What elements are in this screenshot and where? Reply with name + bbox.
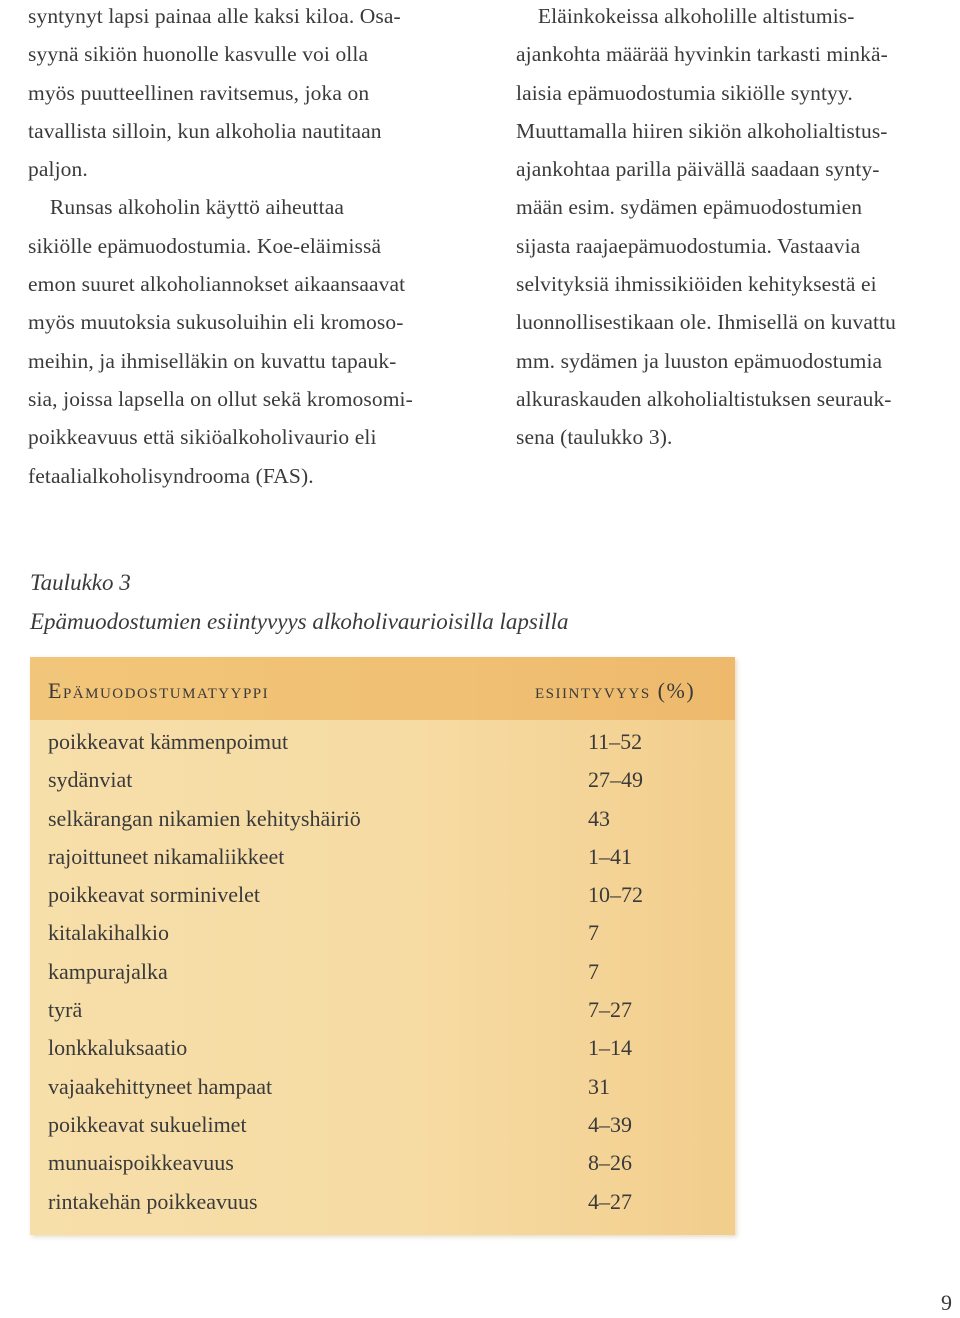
body-line: Eläinkokeissa alkoholille altistumis- — [516, 4, 855, 28]
cell-frequency: 7 — [588, 920, 599, 946]
cell-malformation-type: tyrä — [48, 997, 83, 1023]
cell-malformation-type: munuaispoikkeavuus — [48, 1150, 234, 1176]
body-line: myös puutteellinen ravitsemus, joka on — [28, 80, 370, 105]
body-line: paljon. — [28, 157, 88, 182]
cell-frequency: 1–41 — [588, 843, 632, 869]
body-line: meihin, ja ihmiselläkin on kuvattu tapauk- — [28, 348, 397, 373]
cell-frequency: 27–49 — [588, 767, 643, 793]
body-line: ajankohta määrää hyvinkin tarkasti minkä- — [516, 42, 888, 67]
body-line: syntynyt lapsi painaa alle kaksi kiloa. Osa- — [28, 4, 401, 28]
body-line: emon suuret alkoholiannokset aikaansaavat — [28, 272, 406, 297]
table-row — [30, 1029, 735, 1067]
cell-frequency: 4–39 — [588, 1111, 632, 1137]
body-line: poikkeavuus että sikiöalkoholivaurio eli — [28, 425, 377, 450]
cell-malformation-type: selkärangan nikamien kehityshäiriö — [48, 805, 361, 831]
cell-malformation-type: vajaakehittyneet hampaat — [48, 1073, 273, 1099]
cell-frequency: 7 — [588, 958, 599, 984]
table-row — [30, 991, 735, 1029]
cell-frequency: 11–52 — [588, 729, 643, 754]
cell-frequency: 43 — [588, 805, 610, 831]
body-line: mm. sydämen ja luuston epämuodostumia — [516, 348, 883, 373]
table-title: Taulukko 3 — [30, 570, 131, 595]
body-line: myös muutoksia sukusoluihin eli kromoso- — [28, 310, 404, 335]
body-line: mään esim. sydämen epämuodostumien — [516, 195, 863, 220]
cell-malformation-type: poikkeavat kämmenpoimut — [48, 729, 289, 754]
body-line: Runsas alkoholin käyttö aiheuttaa — [28, 195, 344, 220]
table-header — [30, 657, 735, 720]
table-subtitle: Epämuodostumien esiintyvyys alkoholivaurioisilla lapsilla — [30, 609, 569, 634]
body-line: fetaalialkoholisyndrooma (FAS). — [28, 463, 314, 488]
cell-frequency: 10–72 — [588, 882, 643, 908]
cell-malformation-type: poikkeavat sorminivelet — [48, 882, 260, 908]
page-number: 9 — [941, 1290, 952, 1315]
cell-malformation-type: rajoittuneet nikamaliikkeet — [48, 843, 285, 869]
cell-frequency: 1–14 — [588, 1035, 632, 1061]
body-line: sikiölle epämuodostumia. Koe-eläimissä — [28, 233, 382, 258]
left-text-column — [28, 0, 478, 495]
cell-malformation-type: lonkkaluksaatio — [48, 1035, 188, 1061]
body-line: sijasta raajaepämuodostumia. Vastaavia — [516, 233, 861, 258]
header-frequency: esiintyvyys (%) — [535, 678, 696, 703]
body-line: tavallista silloin, kun alkoholia nautitaan — [28, 118, 382, 143]
table-row — [30, 723, 735, 761]
cell-malformation-type: rintakehän poikkeavuus — [48, 1188, 258, 1214]
right-text-column — [516, 0, 960, 457]
table-row — [30, 1106, 735, 1144]
table-row — [30, 800, 735, 838]
malformation-table — [30, 657, 735, 1235]
body-line: Muuttamalla hiiren sikiön alkoholialtistus- — [516, 118, 888, 143]
body-line: sena (taulukko 3). — [516, 425, 673, 450]
table-row — [30, 1183, 735, 1221]
table-row — [30, 1144, 735, 1182]
table-row — [30, 761, 735, 799]
body-line: sia, joissa lapsella on ollut sekä kromosomi- — [28, 386, 413, 411]
table-row — [30, 1068, 735, 1106]
cell-frequency: 4–27 — [588, 1188, 632, 1214]
body-line: laisia epämuodostumia sikiölle syntyy. — [516, 80, 853, 105]
header-malformation-type: Epämuodostumatyyppi — [48, 678, 270, 703]
body-line: alkuraskauden alkoholialtistuksen seurauk- — [516, 386, 892, 411]
cell-malformation-type: kampurajalka — [48, 958, 168, 984]
cell-frequency: 31 — [588, 1073, 610, 1099]
cell-malformation-type: kitalakihalkio — [48, 920, 169, 946]
table-row — [30, 876, 735, 914]
cell-frequency: 7–27 — [588, 997, 632, 1023]
table-row — [30, 953, 735, 991]
table-row — [30, 914, 735, 952]
cell-malformation-type: sydänviat — [48, 767, 133, 793]
cell-frequency: 8–26 — [588, 1150, 632, 1176]
body-line: selvityksiä ihmissikiöiden kehityksestä ei — [516, 272, 877, 297]
cell-malformation-type: poikkeavat sukuelimet — [48, 1111, 247, 1137]
table-row — [30, 838, 735, 876]
body-line: luonnollisestikaan ole. Ihmisellä on kuvattu — [516, 310, 896, 335]
table-body — [30, 723, 735, 1221]
body-line: syynä sikiön huonolle kasvulle voi olla — [28, 42, 369, 67]
body-line: ajankohtaa parilla päivällä saadaan synty- — [516, 157, 880, 182]
